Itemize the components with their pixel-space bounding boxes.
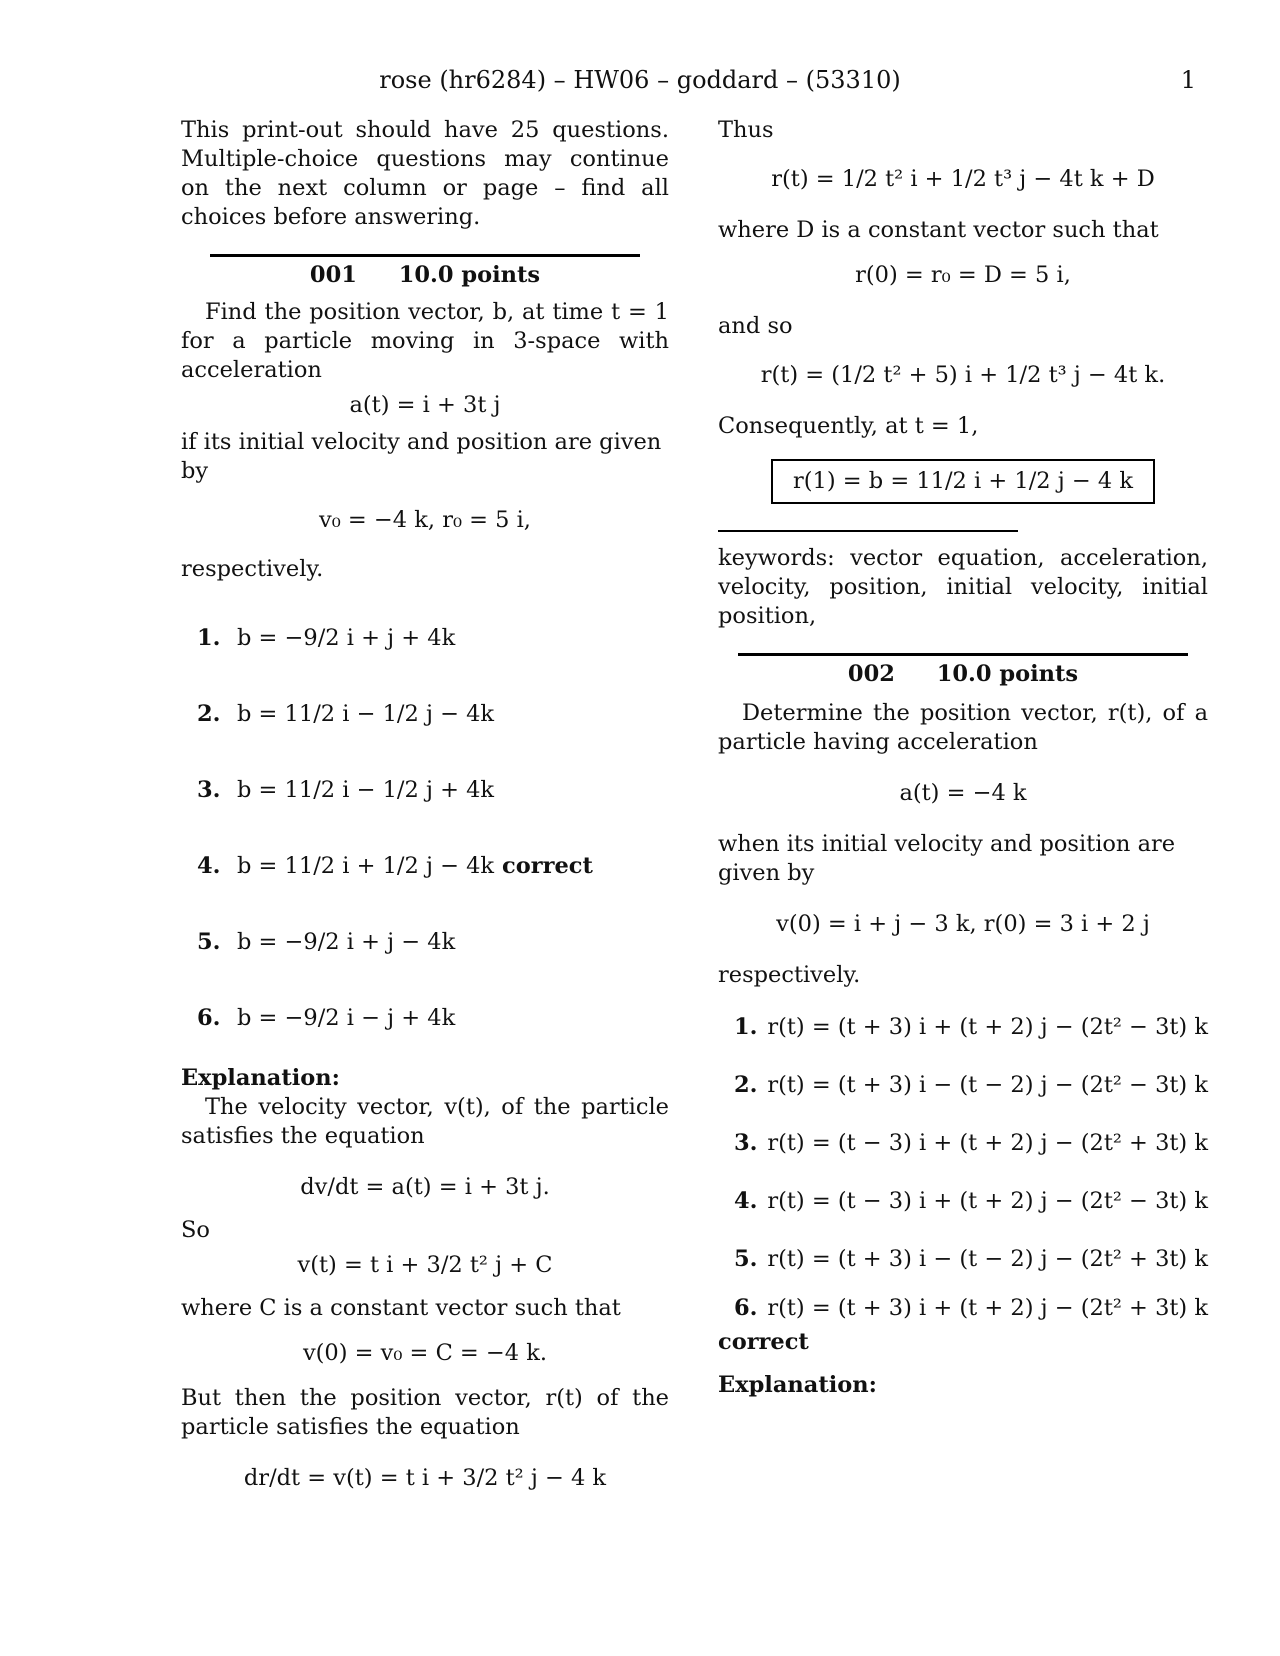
final-answer-box: r(1) = b = 11/2 i + 1/2 j − 4 k xyxy=(771,459,1155,504)
explanation-equation: v(t) = t i + 3/2 t² j + C xyxy=(297,1252,553,1278)
page-header xyxy=(0,66,1280,100)
acceleration-equation: a(t) = i + 3t j xyxy=(349,392,501,418)
explanation-paragraph: But then the position vector, r(t) of the particle satisfies the equation xyxy=(181,1385,669,1440)
explanation-paragraph: where D is a constant vector such that xyxy=(718,217,1159,243)
answer-choice[interactable] xyxy=(181,676,669,752)
answer-choice[interactable] xyxy=(718,1230,1208,1288)
choice-text: b = 11/2 i − 1/2 j − 4k xyxy=(237,700,495,727)
acceleration-equation: a(t) = −4 k xyxy=(899,780,1027,806)
choice-number: 1. xyxy=(734,1013,758,1040)
answer-choices xyxy=(718,998,1208,1357)
keywords-divider xyxy=(718,530,1018,532)
choice-number: 2. xyxy=(197,700,221,727)
explanation-equation: r(t) = 1/2 t² i + 1/2 t³ j − 4t k + D xyxy=(771,166,1155,192)
choice-text: r(t) = (t + 3) i − (t − 2) j − (2t² + 3t) k xyxy=(767,1245,1208,1272)
question-number: 002 xyxy=(847,661,895,687)
question-divider xyxy=(738,653,1188,656)
explanation-paragraph: where C is a constant vector such that xyxy=(181,1295,621,1321)
choice-number: 3. xyxy=(734,1129,758,1156)
explanation-equation: r(t) = (1/2 t² + 5) i + 1/2 t³ j − 4t k. xyxy=(760,362,1166,388)
correct-marker: correct xyxy=(718,1329,809,1355)
explanation-paragraph: So xyxy=(181,1217,210,1243)
choice-number: 4. xyxy=(734,1187,758,1214)
explanation-equation: r(0) = r₀ = D = 5 i, xyxy=(855,262,1071,288)
intro-text: This print-out should have 25 questions. Multiple-choice questions may continue on the next column or page – find all choices before answering. xyxy=(181,117,669,230)
explanation-equation: dr/dt = v(t) = t i + 3/2 t² j − 4 k xyxy=(243,1465,607,1491)
given-text: if its initial velocity and position are given by xyxy=(181,429,662,484)
left-column xyxy=(181,116,669,1493)
page-number: 1 xyxy=(1180,66,1196,94)
choice-number: 1. xyxy=(197,624,221,651)
choice-text: r(t) = (t − 3) i + (t + 2) j − (2t² − 3t) k xyxy=(767,1187,1208,1214)
initial-conditions-equation: v(0) = i + j − 3 k, r(0) = 3 i + 2 j xyxy=(776,911,1150,937)
choice-text: b = 11/2 i − 1/2 j + 4k xyxy=(237,776,495,803)
correct-marker: correct xyxy=(502,852,593,879)
explanation-paragraph: and so xyxy=(718,313,793,339)
question-points: 10.0 points xyxy=(398,262,541,288)
question-number: 001 xyxy=(309,262,357,288)
answer-choice[interactable] xyxy=(718,1056,1208,1114)
question-header-002 xyxy=(718,660,1208,689)
answer-choice[interactable] xyxy=(181,828,669,904)
choice-text: b = 11/2 i + 1/2 j − 4k xyxy=(237,852,495,879)
answer-choice[interactable] xyxy=(181,752,669,828)
choice-number: 5. xyxy=(734,1245,758,1272)
choice-number: 2. xyxy=(734,1071,758,1098)
explanation-equation: dv/dt = a(t) = i + 3t j. xyxy=(300,1174,550,1200)
explanation-paragraph: Thus xyxy=(718,117,774,143)
choice-number: 5. xyxy=(197,928,221,955)
choice-number: 3. xyxy=(197,776,221,803)
answer-choices xyxy=(181,600,669,1056)
choice-text: r(t) = (t + 3) i + (t + 2) j − (2t² − 3t) k xyxy=(767,1013,1208,1040)
choice-number: 6. xyxy=(197,1004,221,1031)
choice-text: r(t) = (t − 3) i + (t + 2) j − (2t² + 3t) k xyxy=(767,1129,1208,1156)
explanation-paragraph: Consequently, at t = 1, xyxy=(718,413,979,439)
answer-choice[interactable] xyxy=(181,600,669,676)
right-column xyxy=(718,116,1208,1400)
answer-choice[interactable] xyxy=(181,904,669,980)
explanation-paragraph: The velocity vector, v(t), of the particle satisfies the equation xyxy=(181,1094,669,1149)
answer-choice[interactable] xyxy=(718,1172,1208,1230)
choice-text: b = −9/2 i + j − 4k xyxy=(237,928,456,955)
given-text: when its initial velocity and position are given by xyxy=(718,831,1176,886)
respectively-text: respectively. xyxy=(718,962,861,988)
choice-text: b = −9/2 i − j + 4k xyxy=(237,1004,456,1031)
question-prompt: Find the position vector, b, at time t = 1 for a particle moving in 3-space with acceleration xyxy=(181,299,669,383)
choice-text: r(t) = (t + 3) i + (t + 2) j − (2t² + 3t) k xyxy=(767,1294,1208,1321)
choice-number: 4. xyxy=(197,852,221,879)
question-prompt: Determine the position vector, r(t), of a particle having acceleration xyxy=(718,700,1208,755)
choice-text: b = −9/2 i + j + 4k xyxy=(237,624,456,651)
choice-text: r(t) = (t + 3) i − (t − 2) j − (2t² − 3t) k xyxy=(767,1071,1208,1098)
keywords: keywords: vector equation, acceleration, velocity, position, initial velocity, initial position, xyxy=(718,545,1208,629)
answer-choice[interactable] xyxy=(718,1288,1208,1328)
question-divider xyxy=(210,254,640,257)
document-title: rose (hr6284) – HW06 – goddard – (53310) xyxy=(379,66,901,94)
answer-choice[interactable] xyxy=(718,1114,1208,1172)
initial-conditions-equation: v₀ = −4 k, r₀ = 5 i, xyxy=(319,507,531,533)
explanation-label: Explanation: xyxy=(718,1372,877,1398)
answer-choice[interactable] xyxy=(718,998,1208,1056)
explanation-equation: v(0) = v₀ = C = −4 k. xyxy=(302,1340,548,1366)
question-points: 10.0 points xyxy=(936,661,1079,687)
question-header-001 xyxy=(181,261,669,290)
choice-number: 6. xyxy=(734,1294,758,1321)
answer-choice[interactable] xyxy=(181,980,669,1056)
respectively-text: respectively. xyxy=(181,556,324,582)
explanation-label: Explanation: xyxy=(181,1065,340,1091)
